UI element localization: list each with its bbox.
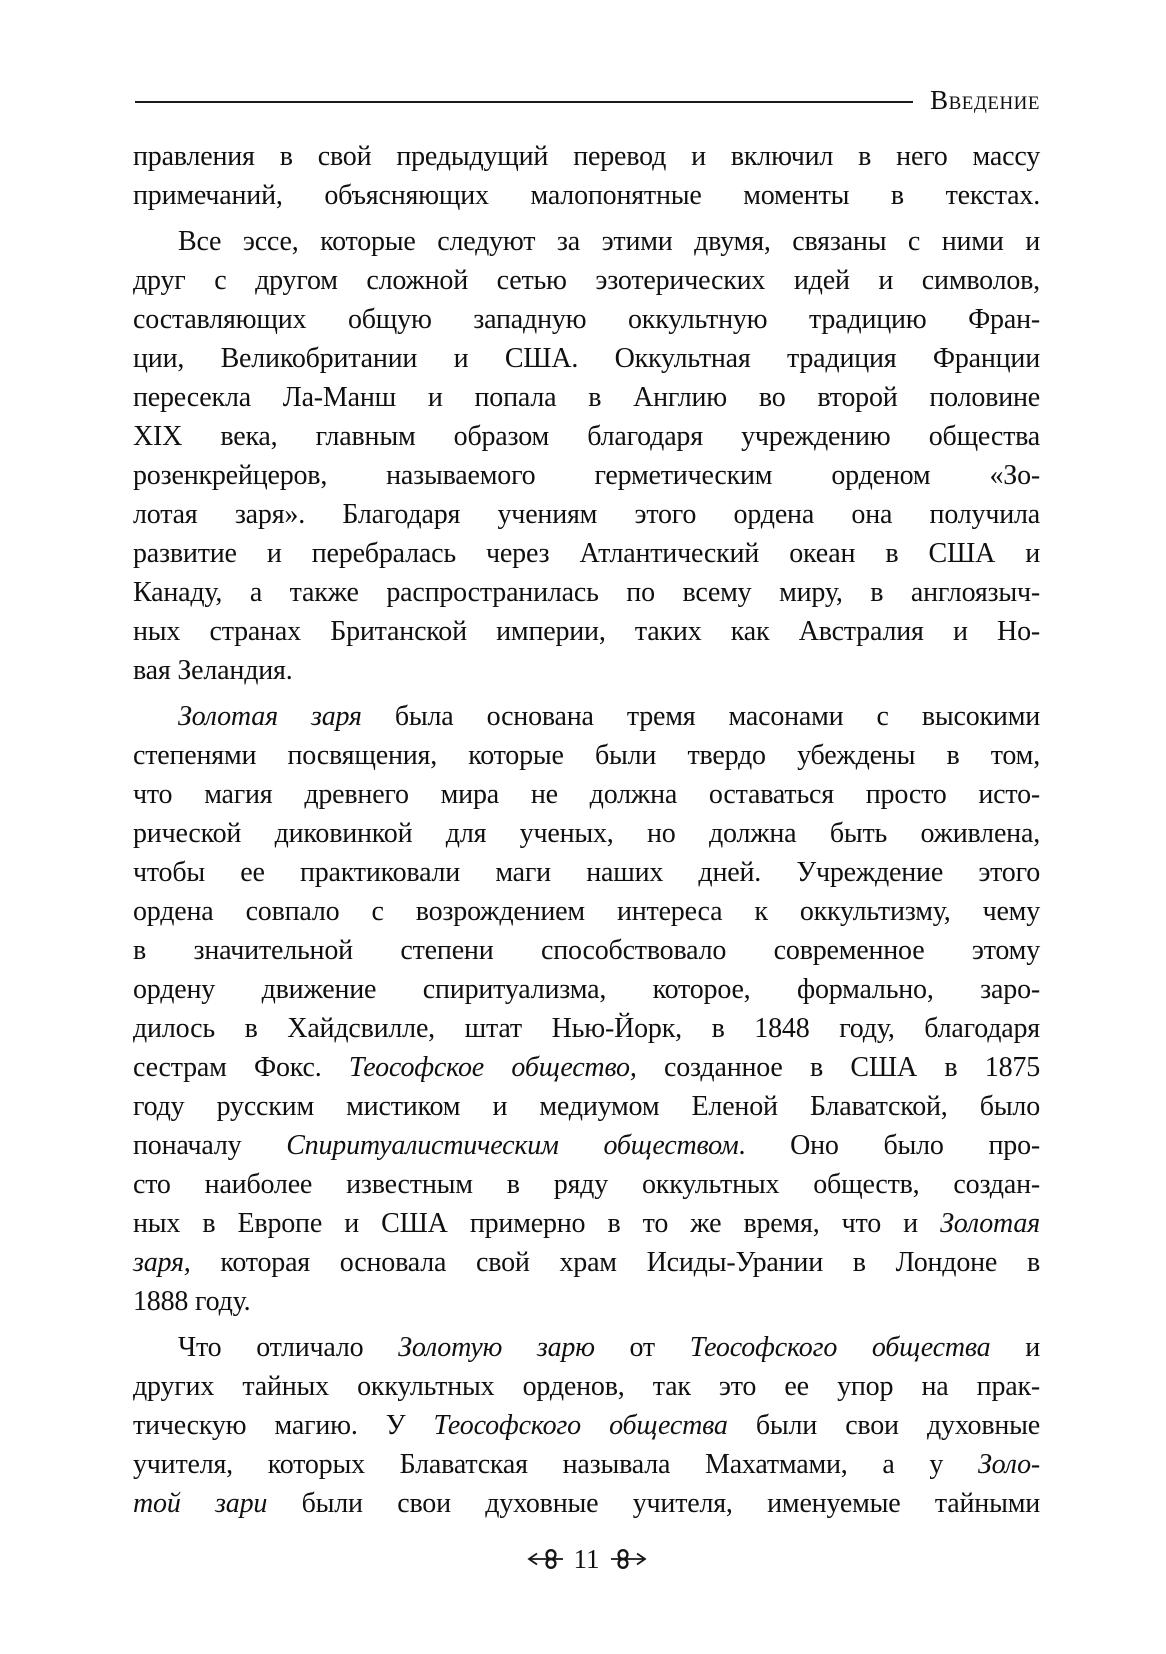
- paragraph: [133, 697, 1040, 1321]
- text-line: дилось в Хайдсвилле, штат Нью-Йорк, в 1848 году, благодаря: [133, 1013, 1040, 1044]
- folio-ornament-left-icon: [527, 1548, 565, 1570]
- text-line: учителя, которых Блаватская называла Махатмами, а у Золо-: [133, 1449, 1040, 1480]
- text-line: составляющих общую западную оккультную традицию Фран-: [133, 304, 1040, 335]
- text-line: вая Зеландия.: [133, 655, 293, 686]
- text-line: чтобы ее практиковали маги наших дней. Учреждение этого: [133, 857, 1040, 888]
- text-line: сестрам Фокс. Теософское общество, созданное в США в 1875: [133, 1052, 1040, 1083]
- text-line: в значительной степени способствовало современное этому: [133, 935, 1040, 966]
- text-line: развитие и перебралась через Атлантический океан в США и: [133, 538, 1040, 569]
- text-line: заря, которая основала свой храм Исиды-Урании в Лондоне в: [133, 1247, 1040, 1278]
- folio-ornament-right-icon: [609, 1548, 647, 1570]
- text-line: ных в Европе и США примерно в то же время, что и Золотая: [133, 1208, 1040, 1239]
- text-line: примечаний, объясняющих малопонятные моменты в текстах.: [133, 180, 1040, 211]
- text-line: тическую магию. У Теософского общества были свои духовные: [133, 1410, 1040, 1441]
- header-rule: [135, 101, 913, 103]
- text-line: пересекла Ла-Манш и попала в Англию во второй половине: [133, 382, 1040, 413]
- paragraph: [133, 137, 1040, 215]
- page-body: [133, 137, 1040, 1523]
- text-line: той зари были свои духовные учителя, именуемые тайными: [133, 1488, 1040, 1519]
- text-line: степенями посвящения, которые были твердо убеждены в том,: [133, 740, 1040, 771]
- text-line: правления в свой предыдущий перевод и включил в него массу: [133, 141, 1040, 172]
- page-number: 11: [573, 1544, 600, 1574]
- running-head: [135, 84, 1040, 116]
- text-line: розенкрейцеров, называемого герметическим орденом «Зо-: [133, 460, 1040, 491]
- text-line: лотая заря». Благодаря учениям этого ордена она получила: [133, 499, 1040, 530]
- text-line: ных странах Британской империи, таких как Австралия и Но-: [133, 616, 1040, 647]
- text-line: XIX века, главным образом благодаря учреждению общества: [133, 421, 1040, 452]
- text-line: сто наиболее известным в ряду оккультных обществ, создан-: [133, 1169, 1040, 1200]
- text-line: друг с другом сложной сетью эзотерических идей и символов,: [133, 265, 1040, 296]
- text-line: ордена совпало с возрождением интереса к оккультизму, чему: [133, 896, 1040, 927]
- chapter-title: Введение: [930, 84, 1040, 115]
- text-line: рической диковинкой для ученых, но должна быть оживлена,: [133, 818, 1040, 849]
- text-line: Все эссе, которые следуют за этими двумя, связаны с ними и: [178, 226, 1040, 257]
- text-line: ордену движение спиритуализма, которое, формально, заро-: [133, 974, 1040, 1005]
- paragraph: [133, 1328, 1040, 1523]
- page-folio: [133, 1544, 1040, 1574]
- paragraph: [133, 222, 1040, 690]
- text-line: 1888 году.: [133, 1286, 251, 1317]
- text-line: Что отличало Золотую зарю от Теософского общества и: [178, 1332, 1040, 1363]
- text-line: поначалу Спиритуалистическим обществом. Оно было про-: [133, 1130, 1040, 1161]
- text-line: Золотая заря была основана тремя масонами с высокими: [178, 701, 1040, 732]
- text-line: ции, Великобритании и США. Оккультная традиция Франции: [133, 343, 1040, 374]
- text-line: Канаду, а также распространилась по всему миру, в англоязыч-: [133, 577, 1040, 608]
- text-line: году русским мистиком и медиумом Еленой Блаватской, было: [133, 1091, 1040, 1122]
- text-line: что магия древнего мира не должна оставаться просто исто-: [133, 779, 1040, 810]
- text-line: других тайных оккультных орденов, так это ее упор на прак-: [133, 1371, 1040, 1402]
